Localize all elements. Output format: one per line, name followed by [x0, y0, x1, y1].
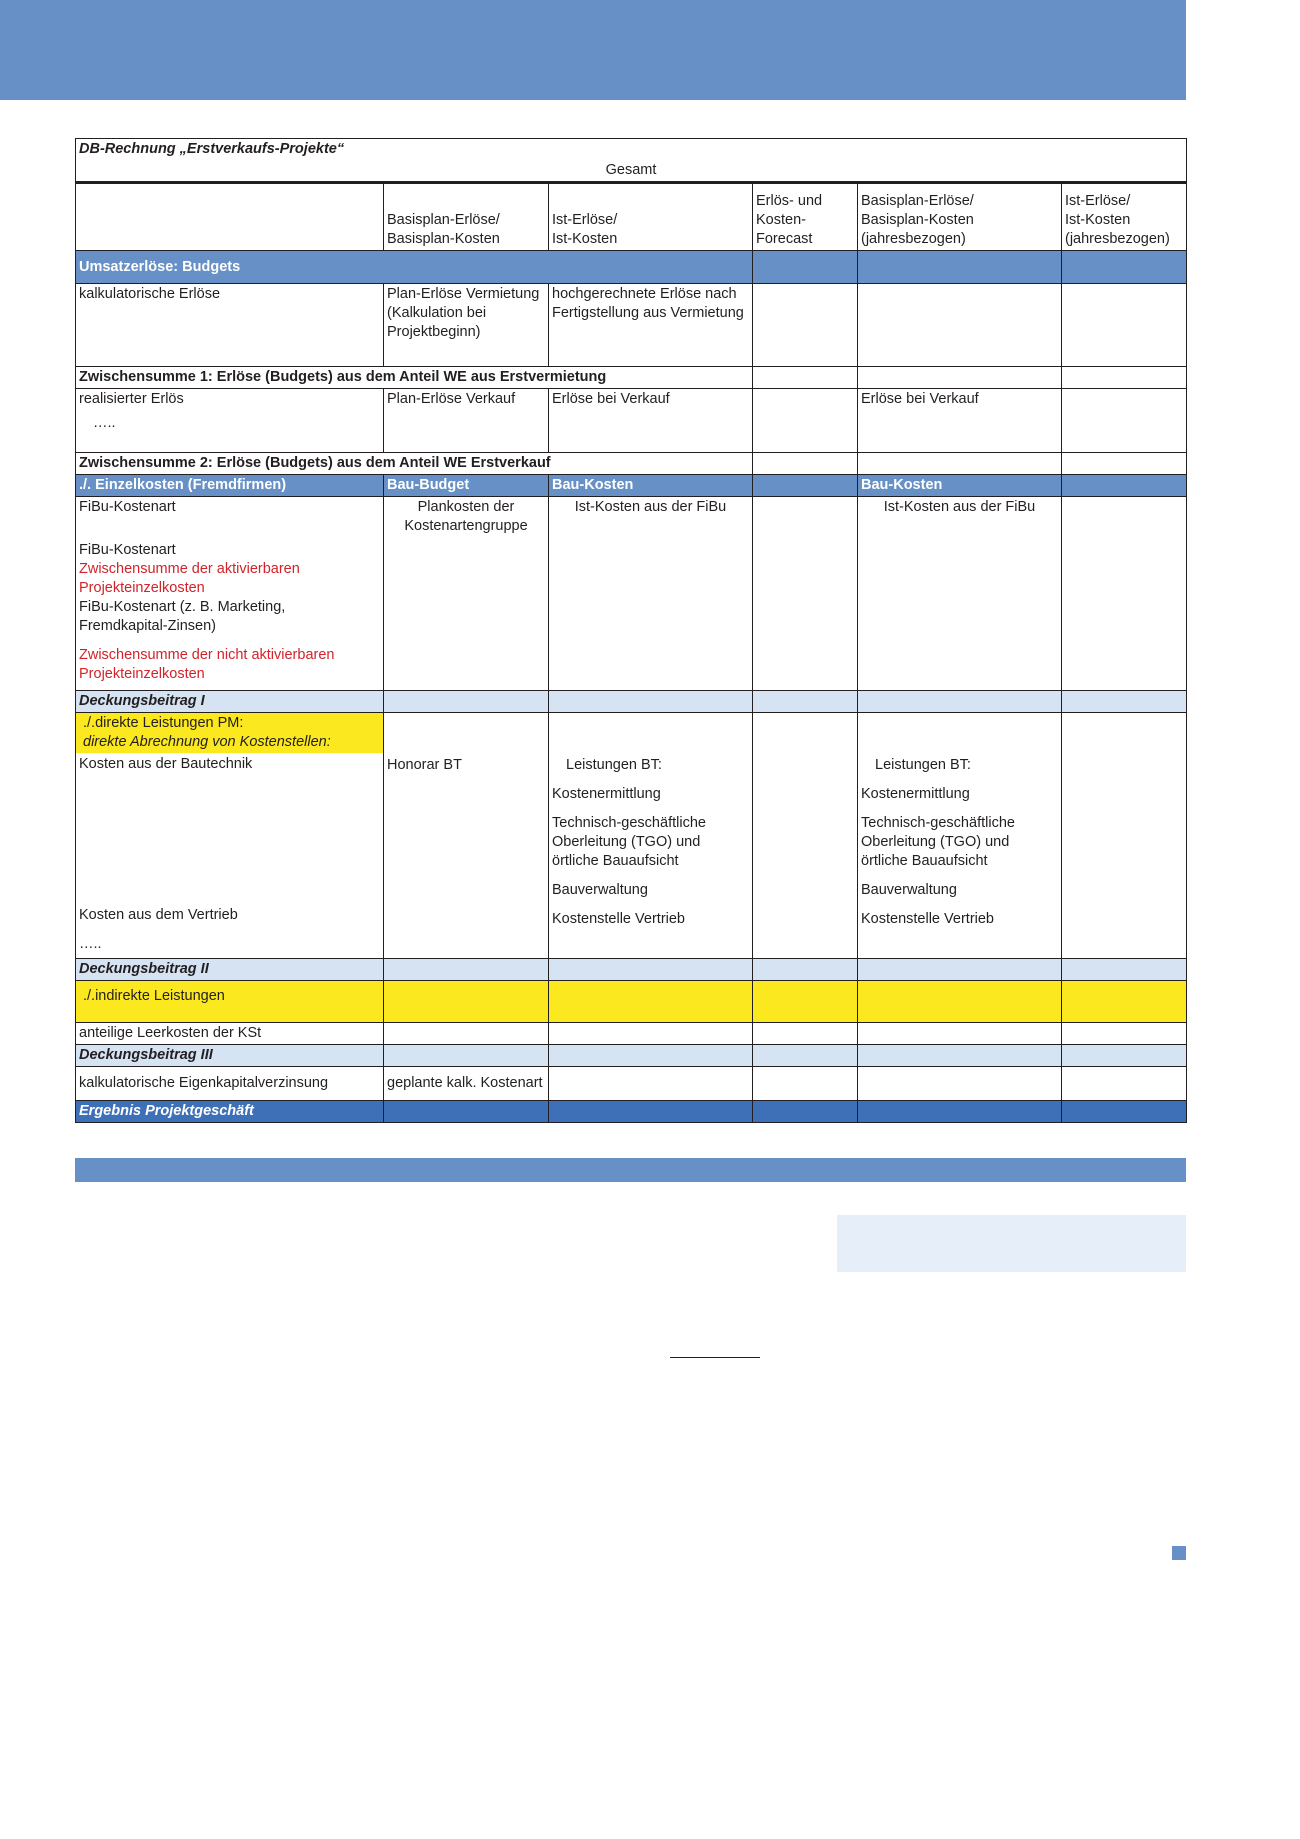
- geplante-kostenart: geplante kalk. Kostenart: [384, 1067, 549, 1101]
- bau-budget-header: Bau-Budget: [384, 475, 549, 497]
- plankosten: Plankosten der Kostenartengruppe: [384, 497, 549, 691]
- header-empty: [76, 183, 384, 251]
- db2-label: Deckungsbeitrag II: [76, 959, 384, 981]
- kalk-erloese-row: [76, 284, 1187, 367]
- einzelkosten-lines: FiBu-Kostenart FiBu-Kostenart Zwischensumme der aktivierbaren Projekteinzelkosten FiBu-Kostenart (z. B. Marketing, Fremdkapital-Zinsen) Zwischensumme der nicht aktivierbaren Projekteinzelkosten: [76, 497, 384, 691]
- table-footer-band: [75, 1158, 1186, 1182]
- hochgerechnete-erloese: hochgerechnete Erlöse nach Fertigstellung aus Vermietung: [549, 284, 753, 367]
- leerkosten-row: [76, 1023, 1187, 1045]
- zwischensumme2-row: [76, 453, 1187, 475]
- header-basisplan-jahr: Basisplan-Erlöse/ Basisplan-Kosten (jahresbezogen): [858, 183, 1062, 251]
- einzelkosten-header-row: [76, 475, 1187, 497]
- ist-kosten-fibu-jahr: Ist-Kosten aus der FiBu: [858, 497, 1062, 691]
- db1-row: [76, 691, 1187, 713]
- plan-erloese-verkauf: Plan-Erlöse Verkauf: [384, 389, 549, 453]
- plan-erloese-vermietung: Plan-Erlöse Vermietung (Kalkulation bei Projektbeginn): [384, 284, 549, 367]
- header-band: [0, 0, 1186, 100]
- leistungen-bt-jahr: Leistungen BT: Kostenermittlung Technisch-geschäftliche Oberleitung (TGO) und örtliche Bauaufsicht Bauverwaltung Kostenstelle Vertrieb: [858, 713, 1062, 959]
- bau-kosten-header: Bau-Kosten: [549, 475, 753, 497]
- erloese-bei-verkauf-jahr: Erlöse bei Verkauf: [858, 389, 1062, 453]
- eigenkapital-row: [76, 1067, 1187, 1101]
- direkte-leistungen-highlight: ./.direkte Leistungen PM: direkte Abrechnung von Kostenstellen:: [76, 713, 383, 753]
- zwischensumme1: Zwischensumme 1: Erlöse (Budgets) aus dem Anteil WE aus Erstvermietung: [76, 367, 753, 389]
- umsatz-header: Umsatzerlöse: Budgets: [76, 251, 753, 284]
- db3-label: Deckungsbeitrag III: [76, 1045, 384, 1067]
- indirekte-label: ./.indirekte Leistungen: [76, 981, 384, 1023]
- indirekte-row: [76, 981, 1187, 1023]
- side-info-box: [837, 1215, 1186, 1272]
- table-title-row: [76, 139, 1187, 161]
- ergebnis-label: Ergebnis Projektgeschäft: [76, 1101, 384, 1123]
- footnote-separator: [670, 1357, 760, 1358]
- db3-row: [76, 1045, 1187, 1067]
- ist-kosten-fibu: Ist-Kosten aus der FiBu: [549, 497, 753, 691]
- erloese-bei-verkauf: Erlöse bei Verkauf: [549, 389, 753, 453]
- ergebnis-row: [76, 1101, 1187, 1123]
- header-forecast: Erlös- und Kosten- Forecast: [753, 183, 858, 251]
- kalk-erloese-label: kalkulatorische Erlöse: [76, 284, 384, 367]
- page-marker-square: [1172, 1546, 1186, 1560]
- db2-row: [76, 959, 1187, 981]
- header-basisplan: Basisplan-Erlöse/ Basisplan-Kosten: [384, 183, 549, 251]
- zwischensumme1-row: [76, 367, 1187, 389]
- direkte-leistungen-lines: ./.direkte Leistungen PM: direkte Abrechnung von Kostenstellen: Kosten aus der Bautechnik Kosten aus dem Vertrieb …..: [76, 713, 384, 959]
- db-calculation-table: [75, 138, 1187, 1123]
- zwischensumme2: Zwischensumme 2: Erlöse (Budgets) aus dem Anteil WE Erstverkauf: [76, 453, 753, 475]
- honorar-bt: Honorar BT: [384, 713, 549, 959]
- direkte-leistungen-row: [76, 713, 1187, 959]
- table-title: DB-Rechnung „Erstverkaufs-Projekte“: [76, 139, 1187, 161]
- einzelkosten-row: [76, 497, 1187, 691]
- verkauf-row: [76, 389, 1187, 453]
- header-ist-jahr: Ist-Erlöse/ Ist-Kosten (jahresbezogen): [1062, 183, 1187, 251]
- gesamt-row: [76, 160, 1187, 183]
- realisierter-erloes: realisierter Erlös …..: [76, 389, 384, 453]
- einzelkosten-header: ./. Einzelkosten (Fremdfirmen): [76, 475, 384, 497]
- header-ist: Ist-Erlöse/ Ist-Kosten: [549, 183, 753, 251]
- leistungen-bt: Leistungen BT: Kostenermittlung Technisch-geschäftliche Oberleitung (TGO) und örtliche Bauaufsicht Bauverwaltung Kostenstelle Vertrieb: [549, 713, 753, 959]
- gesamt-label: Gesamt: [76, 160, 1187, 183]
- column-header-row: [76, 183, 1187, 251]
- bau-kosten-jahr-header: Bau-Kosten: [858, 475, 1062, 497]
- eigenkapital-label: kalkulatorische Eigenkapitalverzinsung: [76, 1067, 384, 1101]
- umsatz-header-row: [76, 251, 1187, 284]
- leerkosten-label: anteilige Leerkosten der KSt: [76, 1023, 384, 1045]
- db1-label: Deckungsbeitrag I: [76, 691, 384, 713]
